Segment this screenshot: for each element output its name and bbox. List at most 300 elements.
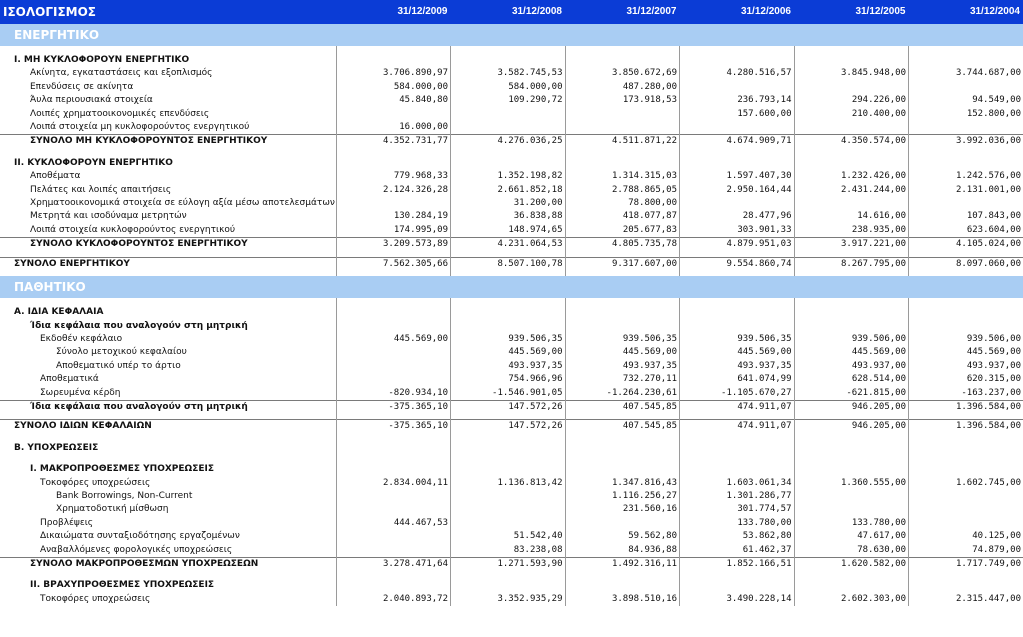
value-cell: 493.937,35 bbox=[565, 360, 680, 373]
value-cell bbox=[451, 108, 566, 121]
spacer-cell bbox=[336, 46, 451, 54]
table-row bbox=[0, 108, 1023, 121]
spacer-cell bbox=[565, 455, 680, 463]
value-cell bbox=[794, 306, 909, 319]
value-cell bbox=[909, 157, 1023, 170]
value-cell: 620.315,00 bbox=[909, 373, 1023, 386]
value-cell bbox=[565, 463, 680, 476]
value-cell: 205.677,83 bbox=[565, 224, 680, 238]
value-cell bbox=[565, 306, 680, 319]
spacer-row bbox=[0, 434, 1023, 442]
value-cell bbox=[680, 579, 795, 592]
value-cell bbox=[909, 306, 1023, 319]
table-row bbox=[0, 490, 1023, 503]
table-row bbox=[0, 197, 1023, 210]
spacer-cell bbox=[794, 434, 909, 442]
value-cell bbox=[794, 320, 909, 333]
value-cell: 78.800,00 bbox=[565, 197, 680, 210]
table-row bbox=[0, 306, 1023, 319]
table-row bbox=[0, 373, 1023, 386]
value-cell: 31.200,00 bbox=[451, 197, 566, 210]
value-cell: 3.352.935,29 bbox=[451, 593, 566, 606]
value-cell bbox=[451, 121, 566, 135]
value-cell bbox=[909, 517, 1023, 530]
value-cell: 2.315.447,00 bbox=[909, 593, 1023, 606]
value-cell: 294.226,00 bbox=[794, 94, 909, 107]
row-label: Σωρευμένα κέρδη bbox=[40, 387, 121, 398]
value-cell: 3.706.890,97 bbox=[336, 67, 451, 80]
value-cell bbox=[909, 490, 1023, 503]
value-cell: 474.911,07 bbox=[680, 400, 795, 414]
spacer-cell bbox=[565, 298, 680, 306]
value-cell: 939.506,00 bbox=[909, 333, 1023, 346]
value-cell: -375.365,10 bbox=[336, 400, 451, 414]
value-cell bbox=[451, 517, 566, 530]
value-cell: 939.506,00 bbox=[794, 333, 909, 346]
row-label: II. ΚΥΚΛΟΦΟΡΟΥΝ ΕΝΕΡΓΗΤΙΚΟ bbox=[14, 157, 173, 168]
value-cell: 78.630,00 bbox=[794, 544, 909, 558]
value-cell: 4.231.064,53 bbox=[451, 238, 566, 252]
value-cell: 1.852.166,51 bbox=[680, 558, 795, 572]
value-cell: 418.077,87 bbox=[565, 210, 680, 223]
value-cell: 83.238,08 bbox=[451, 544, 566, 558]
table-row bbox=[0, 157, 1023, 170]
spacer-cell bbox=[909, 298, 1023, 306]
value-cell: 779.968,33 bbox=[336, 170, 451, 183]
value-cell: 939.506,35 bbox=[565, 333, 680, 346]
value-cell bbox=[565, 54, 680, 67]
table-row bbox=[0, 333, 1023, 346]
value-cell: -1.264.230,61 bbox=[565, 387, 680, 401]
row-label: Αναβαλλόμενες φορολογικές υποχρεώσεις bbox=[40, 544, 233, 555]
value-cell: 4.352.731,77 bbox=[336, 135, 451, 149]
table-row bbox=[0, 517, 1023, 530]
table-row bbox=[0, 442, 1023, 455]
value-cell bbox=[794, 503, 909, 516]
spacer-cell bbox=[680, 434, 795, 442]
row-label: I. ΜΑΚΡΟΠΡΟΘΕΣΜΕΣ ΥΠΟΧΡΕΩΣΕΙΣ bbox=[30, 464, 214, 475]
spacer-cell bbox=[794, 149, 909, 157]
spacer-cell bbox=[794, 298, 909, 306]
value-cell bbox=[794, 490, 909, 503]
year-header: 31/12/2007 bbox=[565, 0, 680, 24]
value-cell bbox=[680, 306, 795, 319]
value-cell bbox=[794, 81, 909, 94]
spacer-cell bbox=[565, 46, 680, 54]
table-header-row bbox=[0, 0, 1023, 24]
value-cell bbox=[336, 108, 451, 121]
row-label: Άυλα περιουσιακά στοιχεία bbox=[30, 95, 153, 106]
value-cell bbox=[336, 463, 451, 476]
spacer-cell bbox=[794, 571, 909, 579]
value-cell bbox=[336, 360, 451, 373]
value-cell: 1.602.745,00 bbox=[909, 477, 1023, 490]
row-label: Δικαιώματα συνταξιοδότησης εργαζομένων bbox=[40, 531, 240, 542]
value-cell bbox=[565, 320, 680, 333]
value-cell bbox=[794, 463, 909, 476]
value-cell: 3.898.510,16 bbox=[565, 593, 680, 606]
value-cell bbox=[680, 157, 795, 170]
section-title: ΠΑΘΗΤΙΚΟ bbox=[0, 276, 1023, 298]
value-cell: -1.546.901,05 bbox=[451, 387, 566, 401]
value-cell bbox=[451, 157, 566, 170]
value-cell: 210.400,00 bbox=[794, 108, 909, 121]
value-cell bbox=[909, 121, 1023, 135]
spacer-cell bbox=[680, 571, 795, 579]
section-title: ΕΝΕΡΓΗΤΙΚΟ bbox=[0, 24, 1023, 46]
value-cell: 133.780,00 bbox=[680, 517, 795, 530]
value-cell bbox=[336, 544, 451, 558]
value-cell bbox=[451, 503, 566, 516]
value-cell: 147.572,26 bbox=[451, 420, 566, 434]
value-cell: 236.793,14 bbox=[680, 94, 795, 107]
value-cell: 148.974,65 bbox=[451, 224, 566, 238]
total-row bbox=[0, 420, 1023, 434]
value-cell: 623.604,00 bbox=[909, 224, 1023, 238]
value-cell: 3.744.687,00 bbox=[909, 67, 1023, 80]
value-cell bbox=[794, 442, 909, 455]
value-cell: 84.936,88 bbox=[565, 544, 680, 558]
value-cell: -1.105.670,27 bbox=[680, 387, 795, 401]
value-cell: -375.365,10 bbox=[336, 420, 451, 434]
table-row bbox=[0, 360, 1023, 373]
value-cell: 628.514,00 bbox=[794, 373, 909, 386]
year-header: 31/12/2005 bbox=[794, 0, 909, 24]
spacer-row bbox=[0, 455, 1023, 463]
table-row bbox=[0, 593, 1023, 606]
value-cell: 3.992.036,00 bbox=[909, 135, 1023, 149]
value-cell: 946.205,00 bbox=[794, 420, 909, 434]
value-cell: 36.838,88 bbox=[451, 210, 566, 223]
table-row bbox=[0, 94, 1023, 107]
value-cell: 445.569,00 bbox=[909, 346, 1023, 359]
value-cell: 1.232.426,00 bbox=[794, 170, 909, 183]
value-cell: 407.545,85 bbox=[565, 400, 680, 414]
table-row bbox=[0, 477, 1023, 490]
value-cell: 238.935,00 bbox=[794, 224, 909, 238]
row-label: Bank Borrowings, Non-Current bbox=[56, 490, 193, 501]
row-label: I. ΜΗ ΚΥΚΛΟΦΟΡΟΥΝ ΕΝΕΡΓΗΤΙΚΟ bbox=[14, 55, 190, 65]
table-row bbox=[0, 463, 1023, 476]
value-cell bbox=[451, 442, 566, 455]
spacer-cell bbox=[565, 571, 680, 579]
value-cell bbox=[336, 197, 451, 210]
value-cell: 61.462,37 bbox=[680, 544, 795, 558]
value-cell bbox=[451, 579, 566, 592]
spacer-cell bbox=[0, 434, 336, 442]
year-header: 31/12/2009 bbox=[336, 0, 451, 24]
spacer-cell bbox=[909, 46, 1023, 54]
value-cell bbox=[909, 442, 1023, 455]
spacer-cell bbox=[451, 455, 566, 463]
value-cell: 1.136.813,42 bbox=[451, 477, 566, 490]
value-cell: 4.105.024,00 bbox=[909, 238, 1023, 252]
value-cell bbox=[680, 197, 795, 210]
spacer-cell bbox=[0, 149, 336, 157]
value-cell bbox=[565, 517, 680, 530]
spacer-cell bbox=[909, 455, 1023, 463]
value-cell bbox=[336, 373, 451, 386]
value-cell: 474.911,07 bbox=[680, 420, 795, 434]
value-cell: 3.582.745,53 bbox=[451, 67, 566, 80]
value-cell: 173.918,53 bbox=[565, 94, 680, 107]
value-cell: 147.572,26 bbox=[451, 400, 566, 414]
section-header bbox=[0, 276, 1023, 298]
value-cell: 133.780,00 bbox=[794, 517, 909, 530]
spacer-cell bbox=[451, 149, 566, 157]
total-row bbox=[0, 238, 1023, 252]
value-cell: 28.477,96 bbox=[680, 210, 795, 223]
value-cell bbox=[336, 579, 451, 592]
total-row bbox=[0, 135, 1023, 149]
value-cell: 1.603.061,34 bbox=[680, 477, 795, 490]
value-cell: 3.917.221,00 bbox=[794, 238, 909, 252]
value-cell: 445.569,00 bbox=[336, 333, 451, 346]
spacer-cell bbox=[336, 455, 451, 463]
value-cell bbox=[565, 157, 680, 170]
spacer-cell bbox=[0, 46, 336, 54]
value-cell: 40.125,00 bbox=[909, 530, 1023, 543]
table-row bbox=[0, 530, 1023, 543]
value-cell bbox=[909, 197, 1023, 210]
value-cell: 301.774,57 bbox=[680, 503, 795, 516]
value-cell bbox=[451, 306, 566, 319]
value-cell: 2.131.001,00 bbox=[909, 184, 1023, 197]
value-cell: 4.805.735,78 bbox=[565, 238, 680, 252]
value-cell: 2.950.164,44 bbox=[680, 184, 795, 197]
table-row bbox=[0, 170, 1023, 183]
row-label: Ίδια κεφάλαια που αναλογούν στη μητρική bbox=[30, 320, 248, 331]
value-cell bbox=[451, 490, 566, 503]
value-cell: 641.074,99 bbox=[680, 373, 795, 386]
value-cell bbox=[565, 579, 680, 592]
row-label: Σύνολο μετοχικού κεφαλαίου bbox=[56, 347, 187, 358]
value-cell: 445.569,00 bbox=[565, 346, 680, 359]
table-row bbox=[0, 503, 1023, 516]
value-cell: 946.205,00 bbox=[794, 400, 909, 414]
value-cell: 1.301.286,77 bbox=[680, 490, 795, 503]
value-cell: 732.270,11 bbox=[565, 373, 680, 386]
spacer-cell bbox=[0, 571, 336, 579]
table-row bbox=[0, 210, 1023, 223]
value-cell: 8.267.795,00 bbox=[794, 257, 909, 271]
value-cell: 4.280.516,57 bbox=[680, 67, 795, 80]
value-cell bbox=[909, 503, 1023, 516]
table-row bbox=[0, 184, 1023, 197]
value-cell bbox=[336, 442, 451, 455]
value-cell bbox=[794, 579, 909, 592]
value-cell bbox=[794, 157, 909, 170]
table-row bbox=[0, 54, 1023, 67]
spacer-cell bbox=[680, 149, 795, 157]
value-cell: 4.511.871,22 bbox=[565, 135, 680, 149]
value-cell: 2.834.004,11 bbox=[336, 477, 451, 490]
row-label: II. ΒΡΑΧΥΠΡΟΘΕΣΜΕΣ ΥΠΟΧΡΕΩΣΕΙΣ bbox=[30, 580, 215, 591]
value-cell: 445.569,00 bbox=[680, 346, 795, 359]
row-label: Ακίνητα, εγκαταστάσεις και εξοπλισμός bbox=[30, 68, 213, 79]
spacer-cell bbox=[451, 298, 566, 306]
value-cell: 1.352.198,82 bbox=[451, 170, 566, 183]
value-cell bbox=[680, 121, 795, 135]
table-row bbox=[0, 544, 1023, 558]
spacer-cell bbox=[909, 149, 1023, 157]
value-cell: 47.617,00 bbox=[794, 530, 909, 543]
row-label: Ίδια κεφάλαια που αναλογούν στη μητρική bbox=[0, 400, 336, 414]
table-row bbox=[0, 346, 1023, 359]
spacer-cell bbox=[909, 571, 1023, 579]
row-label: Πελάτες και λοιπές απαιτήσεις bbox=[30, 184, 172, 195]
row-label: Εκδοθέν κεφάλαιο bbox=[40, 333, 123, 344]
value-cell bbox=[336, 306, 451, 319]
value-cell bbox=[565, 442, 680, 455]
value-cell bbox=[451, 54, 566, 67]
table-row bbox=[0, 320, 1023, 333]
value-cell: 109.290,72 bbox=[451, 94, 566, 107]
value-cell bbox=[909, 320, 1023, 333]
value-cell bbox=[794, 197, 909, 210]
year-header: 31/12/2006 bbox=[680, 0, 795, 24]
value-cell: 1.396.584,00 bbox=[909, 420, 1023, 434]
total-row bbox=[0, 558, 1023, 572]
value-cell bbox=[909, 54, 1023, 67]
spacer-cell bbox=[680, 455, 795, 463]
value-cell: 584.000,00 bbox=[451, 81, 566, 94]
row-label: Αποθεματικά bbox=[40, 374, 99, 385]
value-cell: 8.507.100,78 bbox=[451, 257, 566, 271]
value-cell: 493.937,35 bbox=[680, 360, 795, 373]
value-cell: 2.661.852,18 bbox=[451, 184, 566, 197]
value-cell: 754.966,96 bbox=[451, 373, 566, 386]
table-title: ΙΣΟΛΟΓΙΣΜΟΣ bbox=[0, 0, 336, 24]
value-cell: 3.850.672,69 bbox=[565, 67, 680, 80]
value-cell: 3.209.573,89 bbox=[336, 238, 451, 252]
value-cell bbox=[336, 54, 451, 67]
value-cell: 45.840,80 bbox=[336, 94, 451, 107]
value-cell: 8.097.060,00 bbox=[909, 257, 1023, 271]
total-row bbox=[0, 400, 1023, 414]
value-cell: 303.901,33 bbox=[680, 224, 795, 238]
value-cell: 493.937,00 bbox=[909, 360, 1023, 373]
value-cell bbox=[909, 579, 1023, 592]
spacer-row bbox=[0, 571, 1023, 579]
row-label: Αποθέματα bbox=[30, 171, 81, 182]
spacer-cell bbox=[794, 455, 909, 463]
value-cell: 939.506,35 bbox=[451, 333, 566, 346]
table-row bbox=[0, 224, 1023, 238]
value-cell: 445.569,00 bbox=[451, 346, 566, 359]
year-header: 31/12/2008 bbox=[451, 0, 566, 24]
value-cell: 487.280,00 bbox=[565, 81, 680, 94]
spacer-cell bbox=[336, 298, 451, 306]
row-label: Λοιπές χρηματοοικονομικές επενδύσεις bbox=[30, 108, 210, 119]
value-cell: 493.937,00 bbox=[794, 360, 909, 373]
table-row bbox=[0, 121, 1023, 135]
spacer-cell bbox=[451, 434, 566, 442]
value-cell: 152.800,00 bbox=[909, 108, 1023, 121]
spacer-cell bbox=[680, 46, 795, 54]
value-cell: 1.597.407,30 bbox=[680, 170, 795, 183]
value-cell bbox=[680, 54, 795, 67]
spacer-cell bbox=[336, 149, 451, 157]
spacer-row bbox=[0, 298, 1023, 306]
value-cell: 1.347.816,43 bbox=[565, 477, 680, 490]
value-cell: 4.276.036,25 bbox=[451, 135, 566, 149]
table-row bbox=[0, 579, 1023, 592]
value-cell: 51.542,40 bbox=[451, 530, 566, 543]
spacer-cell bbox=[909, 434, 1023, 442]
value-cell: 584.000,00 bbox=[336, 81, 451, 94]
value-cell: -820.934,10 bbox=[336, 387, 451, 401]
row-label: Χρηματοοικονομικά στοιχεία σε εύλογη αξία μέσω αποτελεσμάτων bbox=[30, 198, 335, 209]
value-cell: 1.492.316,11 bbox=[565, 558, 680, 572]
value-cell: 14.616,00 bbox=[794, 210, 909, 223]
value-cell: 2.124.326,28 bbox=[336, 184, 451, 197]
value-cell: 493.937,35 bbox=[451, 360, 566, 373]
row-label: Μετρητά και ισοδύναμα μετρητών bbox=[30, 211, 187, 222]
value-cell: -621.815,00 bbox=[794, 387, 909, 401]
table-row bbox=[0, 81, 1023, 94]
value-cell: 3.845.948,00 bbox=[794, 67, 909, 80]
section-header bbox=[0, 24, 1023, 46]
row-label: Τοκοφόρες υποχρεώσεις bbox=[40, 593, 151, 604]
value-cell: 4.350.574,00 bbox=[794, 135, 909, 149]
value-cell: 2.040.893,72 bbox=[336, 593, 451, 606]
value-cell: 3.490.228,14 bbox=[680, 593, 795, 606]
value-cell: 231.560,16 bbox=[565, 503, 680, 516]
value-cell bbox=[336, 157, 451, 170]
spacer-cell bbox=[680, 298, 795, 306]
value-cell: 1.242.576,00 bbox=[909, 170, 1023, 183]
value-cell: 939.506,35 bbox=[680, 333, 795, 346]
value-cell bbox=[680, 320, 795, 333]
value-cell: 4.879.951,03 bbox=[680, 238, 795, 252]
row-label: Αποθεματικό υπέρ το άρτιο bbox=[56, 360, 181, 371]
value-cell: 1.314.315,03 bbox=[565, 170, 680, 183]
value-cell: 9.554.860,74 bbox=[680, 257, 795, 271]
value-cell bbox=[336, 530, 451, 543]
spacer-cell bbox=[565, 149, 680, 157]
spacer-cell bbox=[794, 46, 909, 54]
value-cell bbox=[336, 503, 451, 516]
row-label: ΣΥΝΟΛΟ ΜΗ ΚΥΚΛΟΦΟΡΟΥΝΤΟΣ ΕΝΕΡΓΗΤΙΚΟΥ bbox=[0, 135, 336, 149]
value-cell bbox=[565, 108, 680, 121]
value-cell: -163.237,00 bbox=[909, 387, 1023, 401]
value-cell bbox=[451, 463, 566, 476]
row-label: B. ΥΠΟΧΡΕΩΣΕΙΣ bbox=[14, 442, 99, 453]
value-cell: 174.995,09 bbox=[336, 224, 451, 238]
spacer-cell bbox=[0, 298, 336, 306]
spacer-cell bbox=[336, 434, 451, 442]
value-cell bbox=[680, 81, 795, 94]
spacer-cell bbox=[451, 46, 566, 54]
row-label: ΣΥΝΟΛΟ ΜΑΚΡΟΠΡΟΘΕΣΜΩΝ ΥΠΟΧΡΕΩΣΕΩΝ bbox=[0, 558, 336, 572]
value-cell bbox=[909, 463, 1023, 476]
value-cell: 53.862,80 bbox=[680, 530, 795, 543]
row-label: Τοκοφόρες υποχρεώσεις bbox=[40, 477, 151, 488]
value-cell bbox=[565, 121, 680, 135]
value-cell: 157.600,00 bbox=[680, 108, 795, 121]
row-label: ΣΥΝΟΛΟ ΚΥΚΛΟΦΟΡΟΥΝΤΟΣ ΕΝΕΡΓΗΤΙΚΟΥ bbox=[0, 238, 336, 252]
value-cell: 2.602.303,00 bbox=[794, 593, 909, 606]
value-cell: 4.674.909,71 bbox=[680, 135, 795, 149]
spacer-cell bbox=[336, 571, 451, 579]
value-cell: 444.467,53 bbox=[336, 517, 451, 530]
value-cell bbox=[909, 81, 1023, 94]
spacer-cell bbox=[451, 571, 566, 579]
value-cell: 2.431.244,00 bbox=[794, 184, 909, 197]
row-label: Προβλέψεις bbox=[40, 517, 94, 528]
value-cell bbox=[336, 346, 451, 359]
